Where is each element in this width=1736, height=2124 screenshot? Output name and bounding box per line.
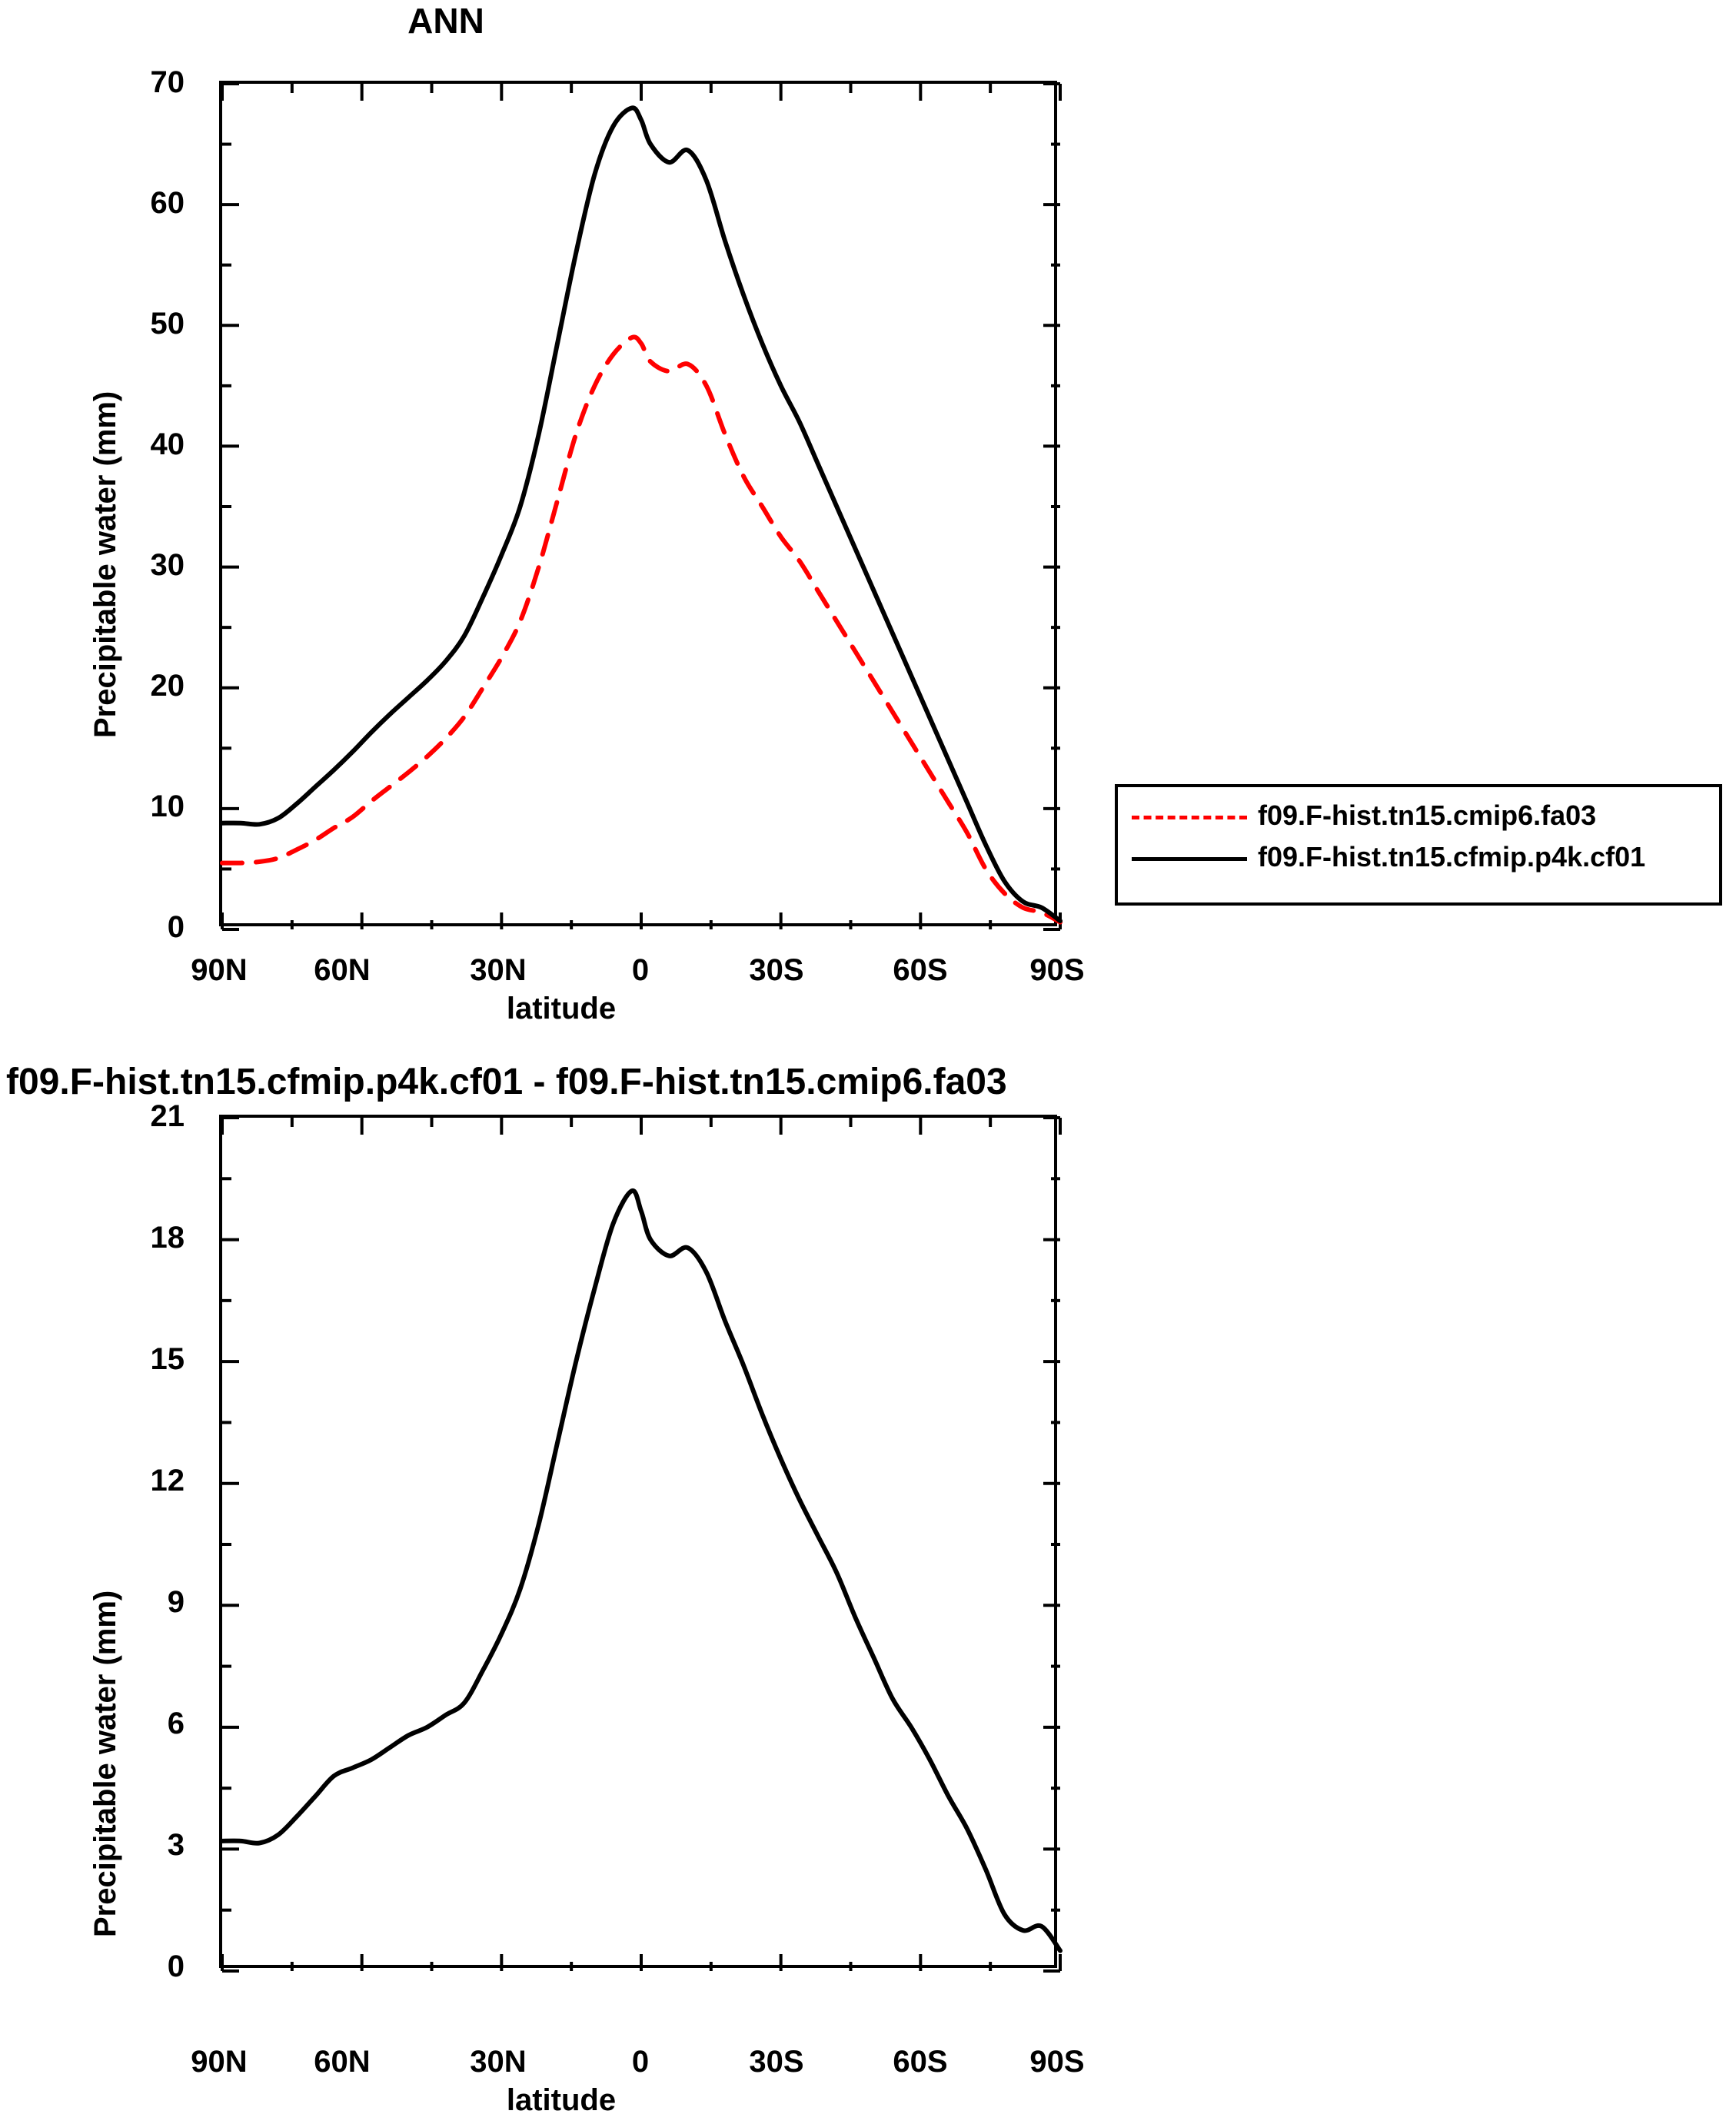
top-chart-title: ANN	[407, 1, 484, 41]
difference-chart-y-axis-label: Precipitable water (mm)	[88, 1590, 122, 1937]
top-chart-axes	[219, 81, 1057, 926]
top-y-tick-70: 70	[150, 65, 185, 99]
legend-swatch-solid-black	[1132, 849, 1247, 865]
diff-x-tick-60s: 60S	[893, 2045, 948, 2079]
difference-chart-panel	[0, 1099, 1107, 2122]
top-y-tick-10: 10	[150, 789, 185, 823]
series-line-1	[222, 108, 1060, 921]
diff-x-tick-30n: 30N	[470, 2045, 527, 2079]
top-x-tick-90s: 90S	[1029, 953, 1085, 987]
diff-y-tick-9: 9	[167, 1585, 185, 1619]
top-y-tick-20: 20	[150, 669, 185, 703]
top-chart-y-axis-label: Precipitable water (mm)	[88, 391, 122, 738]
top-chart-x-axis-label: latitude	[506, 992, 617, 1025]
diff-y-tick-6: 6	[167, 1707, 185, 1740]
difference-chart-x-axis-label: latitude	[506, 2083, 617, 2117]
diff-x-tick-90s: 90S	[1029, 2045, 1085, 2079]
difference-chart-axes	[219, 1115, 1057, 1968]
diff-y-tick-21: 21	[150, 1099, 185, 1133]
diff-x-tick-0: 0	[631, 2045, 650, 2079]
series-line-0	[222, 337, 1060, 922]
top-y-tick-60: 60	[150, 186, 185, 220]
legend-label-1: f09.F-hist.tn15.cfmip.p4k.cf01	[1258, 841, 1646, 873]
top-x-tick-30s: 30S	[749, 953, 804, 987]
diff-x-tick-30s: 30S	[749, 2045, 804, 2079]
top-y-tick-40: 40	[150, 427, 185, 461]
series-line-0	[222, 1191, 1060, 1951]
diff-y-tick-0: 0	[167, 1949, 185, 1983]
legend-item-1[interactable]	[1132, 836, 1705, 878]
top-chart-panel	[0, 0, 1107, 1030]
top-y-tick-0: 0	[167, 910, 185, 944]
diff-x-tick-90n: 90N	[191, 2045, 248, 2079]
top-x-tick-60n: 60N	[314, 953, 371, 987]
legend-label-0: f09.F-hist.tn15.cmip6.fa03	[1258, 799, 1597, 831]
diff-y-tick-12: 12	[150, 1464, 185, 1497]
top-chart-plot-area	[222, 84, 1060, 929]
top-y-tick-50: 50	[150, 307, 185, 341]
top-x-tick-0: 0	[631, 953, 650, 987]
legend-item-0[interactable]	[1132, 795, 1705, 836]
legend-swatch-dashed-red	[1132, 808, 1247, 823]
difference-chart-plot-area	[222, 1118, 1060, 1971]
top-x-tick-90n: 90N	[191, 953, 248, 987]
top-x-tick-60s: 60S	[893, 953, 948, 987]
diff-y-tick-3: 3	[167, 1828, 185, 1862]
diff-x-tick-60n: 60N	[314, 2045, 371, 2079]
top-x-tick-30n: 30N	[470, 953, 527, 987]
chart-legend	[1115, 784, 1722, 906]
top-y-tick-30: 30	[150, 548, 185, 582]
difference-chart-title: f09.F-hist.tn15.cfmip.p4k.cf01 - f09.F-hist.tn15.cmip6.fa03	[6, 1062, 1007, 1102]
diff-y-tick-15: 15	[150, 1342, 185, 1376]
diff-y-tick-18: 18	[150, 1221, 185, 1255]
